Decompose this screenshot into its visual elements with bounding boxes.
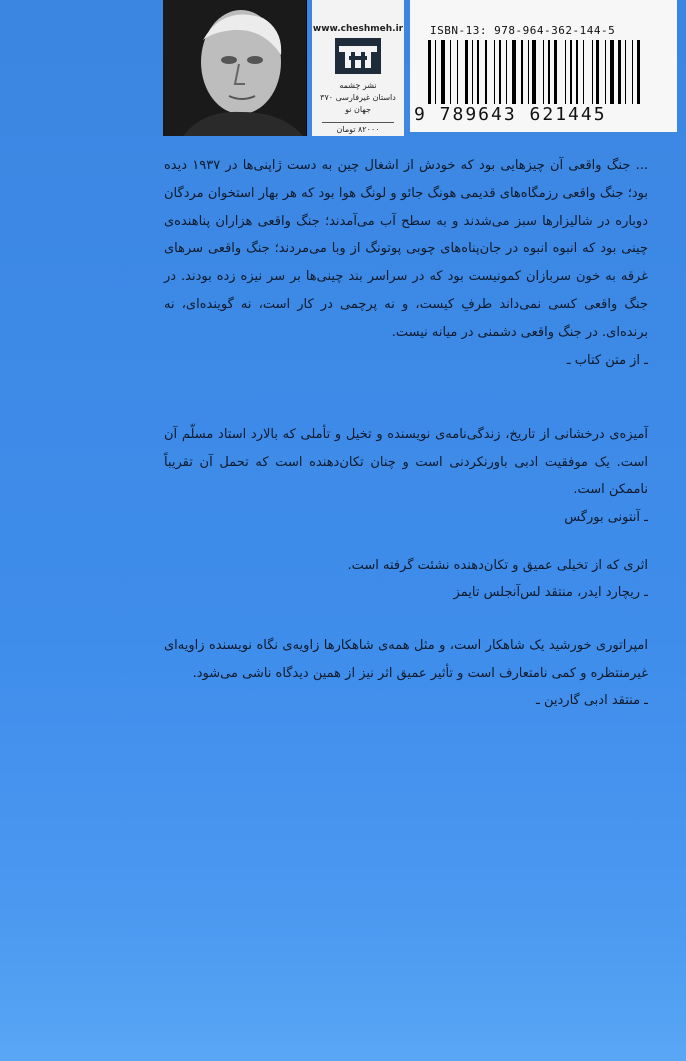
barcode-bars [428,40,668,104]
review-text: اثری که از تخیلی عمیق و تکان‌دهنده نشئت گرفته است. [347,558,648,573]
excerpt-attribution: ـ از متن کتاب ـ [566,352,648,368]
author-photo [163,0,307,136]
barcode-digits: 9 789643 621445 [414,104,607,125]
excerpt-text: ... جنگ واقعی آن چیزهایی بود که خودش از اشغال چین به دست ژاپنی‌ها در ۱۹۳۷ دیده بود؛ جنگ واقعی رزمگاه‌های قدیمی هونگ جائو و لونگ هوا بود که هر بهار استخوان مردگان دوباره در شالیزارها سبز می‌شدند و به سطح آب می‌آمدند؛ جنگ واقعی هزاران پناهنده‌ی چینی بود که انبوه انبوه در جان‌پناه‌های چوبی پوتونگ از وبا می‌مردند؛ جنگ واقعی سرهای غرقه به خون سربازان کمونیست بود که در سراسر بند چینی‌ها بر سر نیزه زده بودند. در جنگ واقعی کسی نمی‌داند طرفِ کیست، و نه پرچمی در کار است، نه گوینده‌ای، نه برنده‌ای. در جنگ واقعی دشمنی در میانه نیست. [164,158,648,340]
series-line-1: نشر چشمه [339,81,377,90]
review-text: امپراتوری خورشید یک شاهکار است، و مثل همه‌ی شاهکارها زاویه‌ی نگاه نویسنده زاویه‌ای غیرمنتظره و کمی نامتعارف است و تأثیر عمیق اثر نیز از همین دیدگاه ناشی می‌شود. [164,638,648,681]
barcode-box [410,0,677,132]
publisher-box [312,0,404,136]
price: ۸۲۰۰۰ تومان [322,122,394,134]
series-line-2: داستان غیرفارسی ۳۷۰ [320,93,396,102]
isbn-label: ISBN-13: 978-964-362-144-5 [430,24,616,37]
review-guardian [164,632,648,715]
review-burgess [164,421,648,531]
series-line-3: جهان نو [345,105,371,114]
review-attribution: ـ آنتونی بورگس [564,509,648,525]
review-text: آمیزه‌ی درخشانی از تاریخ، زندگی‌نامه‌ی نویسنده و تخیل و تأملی که بالارد استاد مسلّم آن است. یک موفقیت ادبی باورنکردنی است و چنان تکان‌دهنده است که تحمل آن تقریباً ناممکن است. [164,427,648,497]
review-attribution: ـ ریچارد ایدر، منتقد لس‌آنجلس تایمز [453,585,648,600]
publisher-url: www.cheshmeh.ir [312,24,404,34]
review-attribution: ـ منتقد ادبی گاردین ـ [536,693,648,708]
publisher-logo-icon [335,38,381,74]
review-eder [164,552,648,606]
excerpt-paragraph [164,152,648,374]
